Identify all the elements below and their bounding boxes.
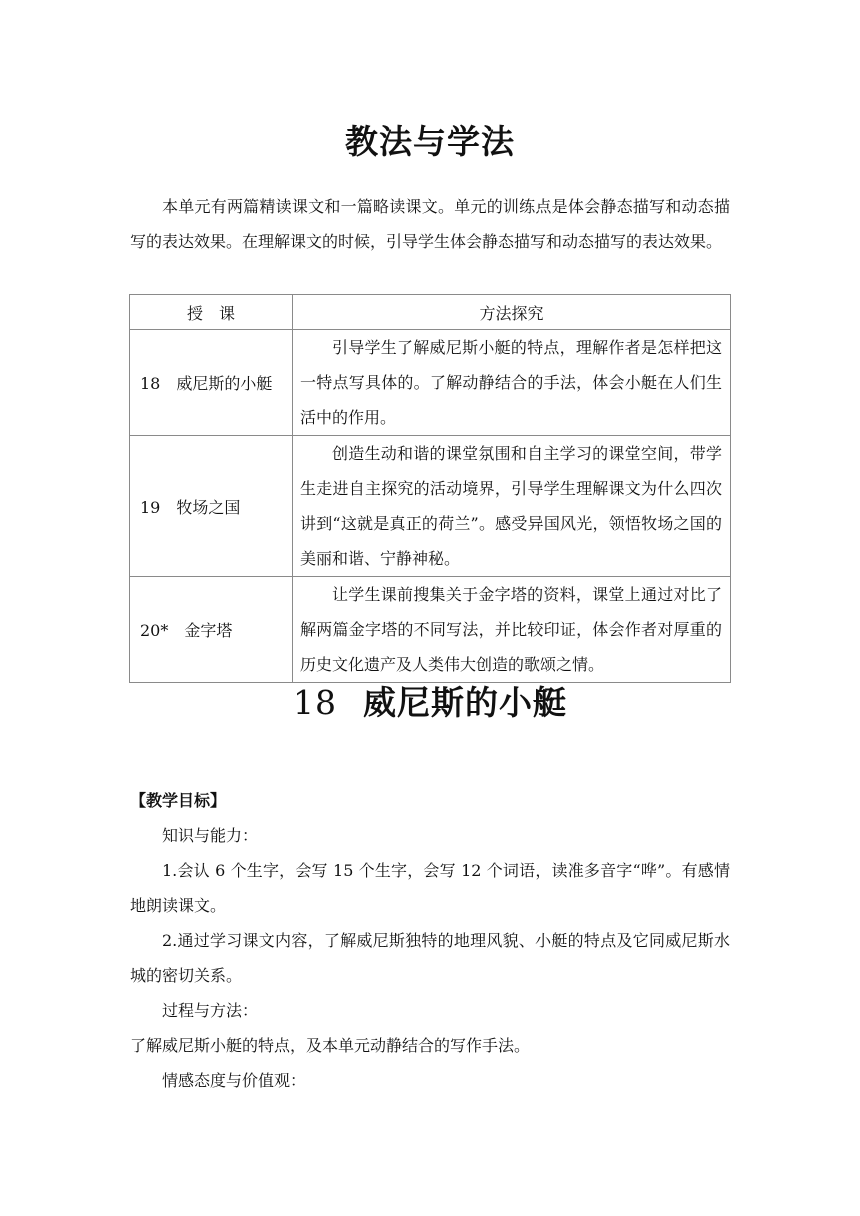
- table-header-row: [130, 295, 731, 330]
- table-row: [130, 330, 731, 436]
- knowledge-label: 知识与能力：: [162, 826, 259, 845]
- header-method: 方法探究: [293, 295, 731, 330]
- lesson-number: 18: [140, 374, 161, 393]
- lesson-name: 牧场之国: [176, 497, 241, 517]
- lesson-number: 19: [140, 497, 161, 517]
- goal-2: 2.通过学习课文内容，了解威尼斯独特的地理风貌、小艇的特点及它同威尼斯水城的密切关系。: [130, 931, 730, 985]
- intro-paragraph: 本单元有两篇精读课文和一篇略读课文。单元的训练点是体会静态描写和动态描写的表达效果。在理解课文的时候，引导学生体会静态描写和动态描写的表达效果。: [130, 197, 730, 251]
- lesson-name: 威尼斯的小艇: [176, 374, 273, 393]
- section-heading: 【教学目标】: [130, 791, 227, 810]
- method-cell: 引导学生了解威尼斯小艇的特点，理解作者是怎样把这一特点写具体的。了解动静结合的手法，体会小艇在人们生活中的作用。: [293, 330, 731, 436]
- process-label: 过程与方法：: [162, 1001, 259, 1020]
- method-cell: 让学生课前搜集关于金字塔的资料，课堂上通过对比了解两篇金字塔的不同写法，并比较印证，体会作者对厚重的历史文化遗产及人类伟大创造的歌颂之情。: [293, 577, 731, 683]
- methods-table: [129, 294, 731, 683]
- goal-1: 1.会认 6 个生字，会写 15 个生字，会写 12 个词语，读准多音字“哗”。有感情地朗读课文。: [130, 861, 730, 915]
- method-cell: 创造生动和谐的课堂氛围和自主学习的课堂空间，带学生走进自主探究的活动境界，引导学生理解课文为什么四次讲到“这就是真正的荷兰”。感受异国风光，领悟牧场之国的美丽和谐、宁静神秘。: [293, 436, 731, 577]
- process-text: 了解威尼斯小艇的特点，及本单元动静结合的写作手法。: [130, 1036, 531, 1055]
- lesson-name: 金字塔: [184, 621, 233, 640]
- table-row: [130, 436, 731, 577]
- lesson-number: 20*: [140, 621, 169, 640]
- lesson-cell: [130, 577, 293, 683]
- header-lesson: 授 课: [130, 295, 293, 330]
- emotion-label: 情感态度与价值观：: [162, 1071, 307, 1090]
- lesson-title-text: 威尼斯的小艇: [363, 683, 567, 722]
- page-title: 教法与学法: [345, 122, 515, 161]
- lesson-title: [0, 677, 860, 724]
- table-row: [130, 577, 731, 683]
- lesson-cell: [130, 436, 293, 577]
- lesson-cell: [130, 330, 293, 436]
- lesson-title-number: 18: [293, 683, 337, 722]
